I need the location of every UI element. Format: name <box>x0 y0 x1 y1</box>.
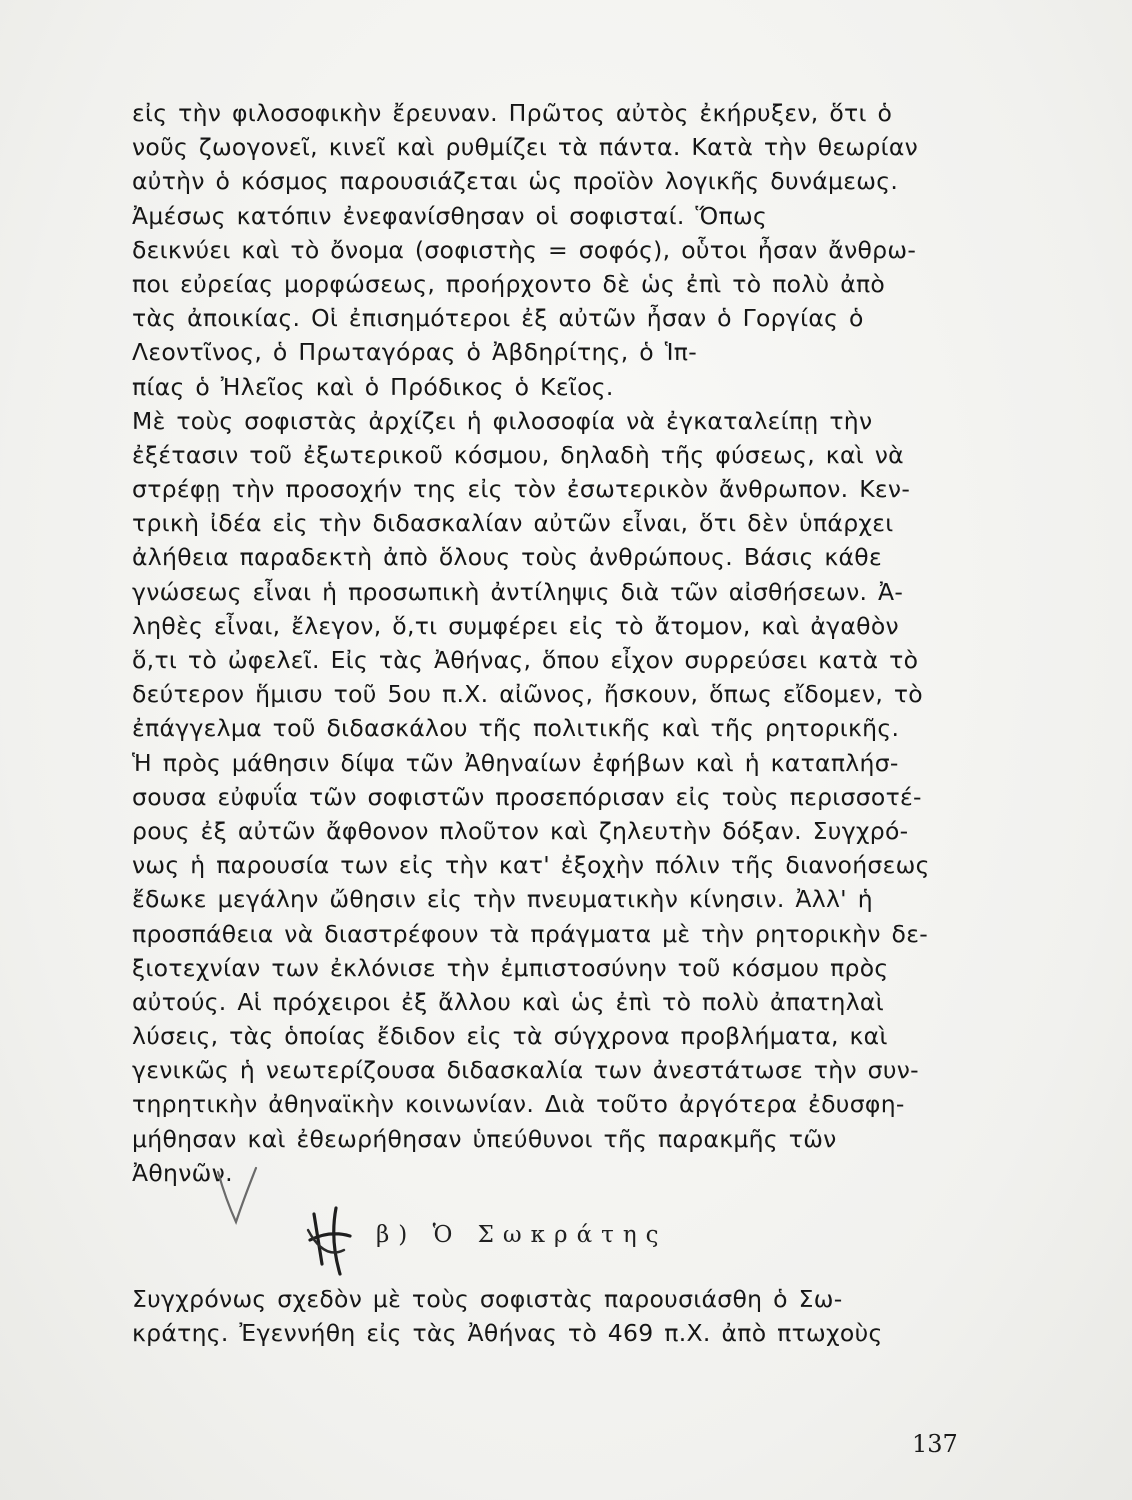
text-line: εἰς τὴν φιλοσοφικὴν ἔρευναν. Πρῶτος αὐτὸς ἐκήρυξεν, ὅτι ὁ <box>132 99 893 127</box>
text-line: αὐτούς. Αἱ πρόχειροι ἐξ ἄλλου καὶ ὡς ἐπὶ τὸ πολὺ ἀπατηλαὶ <box>132 987 884 1016</box>
text-line: ἐξέτασιν τοῦ ἐξωτερικοῦ κόσμου, δηλαδὴ τῆς φύσεως, καὶ νὰ <box>132 440 904 469</box>
text-line: τὰς ἀποικίας. Οἱ ἐπισημότεροι ἐξ αὐτῶν ἦσαν ὁ Γοργίας ὁ <box>132 304 864 333</box>
text-line: Συγχρόνως σχεδὸν μὲ τοὺς σοφιστὰς παρουσιάσθη ὁ Σω- <box>132 1285 843 1313</box>
text-line: Μὲ τοὺς σοφιστὰς ἀρχίζει ἡ φιλοσοφία νὰ ἐγκαταλείπῃ τὴν <box>132 406 873 435</box>
text-line: νοῦς ζωογονεῖ, κινεῖ καὶ ρυθμίζει τὰ πάντα. Κατὰ τὴν θεωρίαν <box>132 133 919 162</box>
closing-text <box>132 1282 962 1350</box>
text-line: δεικνύει καὶ τὸ ὄνομα (σοφιστὴς = σοφός), οὗτοι ἦσαν ἄνθρω- <box>132 235 917 264</box>
text-line: ξιοτεχνίαν των ἐκλόνισε τὴν ἐμπιστοσύνην τοῦ κόσμου πρὸς <box>132 953 889 982</box>
text-line: Ἀμέσως κατόπιν ἐνεφανίσθησαν οἱ σοφισταί. Ὅπως <box>132 201 768 230</box>
pencil-check-mark <box>212 1162 262 1232</box>
text-line: ἀλήθεια παραδεκτὴ ἀπὸ ὅλους τοὺς ἀνθρώπους. Βάσις κάθε <box>132 543 882 572</box>
text-line: ρους ἐξ αὐτῶν ἄφθονον πλοῦτον καὶ ζηλευτὴν δόξαν. Συγχρό- <box>132 816 909 845</box>
text-line: τηρητικὴν ἀθηναϊκὴν κοινωνίαν. Διὰ τοῦτο ἀργότερα ἐδυσφη- <box>132 1090 905 1119</box>
text-line: Λεοντῖνος, ὁ Πρωταγόρας ὁ Ἀβδηρίτης, ὁ Ἱπ- <box>132 338 698 367</box>
text-line: νως ἡ παρουσία των εἰς τὴν κατ' ἐξοχὴν πόλιν τῆς διανοήσεως <box>132 851 930 880</box>
text-line: ἐπάγγελμα τοῦ διδασκάλου τῆς πολιτικῆς καὶ τῆς ρητορικῆς. <box>132 714 900 743</box>
text-line: στρέφῃ τὴν προσοχήν της εἰς τὸν ἐσωτερικὸν ἄνθρωπον. Κεν- <box>132 475 911 504</box>
section-heading: β) Ὁ Σωκράτης <box>376 1222 668 1248</box>
text-line: ληθὲς εἶναι, ἔλεγον, ὅ,τι συμφέρει εἰς τὸ ἄτομον, καὶ ἀγαθὸν <box>132 611 899 640</box>
text-line: πίας ὁ Ἠλεῖος καὶ ὁ Πρόδικος ὁ Κεῖος. <box>132 372 614 401</box>
text-line: λύσεις, τὰς ὁποίας ἔδιδον εἰς τὰ σύγχρονα προβλήματα, καὶ <box>132 1022 888 1051</box>
text-line: ὅ,τι τὸ ὠφελεῖ. Εἰς τὰς Ἀθήνας, ὅπου εἶχον συρρεύσει κατὰ τὸ <box>132 646 919 674</box>
text-line: ἔδωκε μεγάλην ὤθησιν εἰς τὴν πνευματικὴν κίνησιν. Ἀλλ' ἡ <box>132 885 873 914</box>
text-line: Ἡ πρὸς μάθησιν δίψα τῶν Ἀθηναίων ἐφήβων καὶ ἡ καταπλήσ- <box>132 748 899 777</box>
text-line: ποι εὐρείας μορφώσεως, προήρχοντο δὲ ὡς ἐπὶ τὸ πολὺ ἀπὸ <box>132 269 886 298</box>
text-line: μήθησαν καὶ ἐθεωρήθησαν ὑπεύθυνοι τῆς παρακμῆς τῶν <box>132 1124 837 1153</box>
text-line: Ἀθηνῶν. <box>132 1158 233 1187</box>
text-line: σουσα εὐφυΐα τῶν σοφιστῶν προσεπόρισαν εἰς τοὺς περισσοτέ- <box>132 782 922 811</box>
text-line: γνώσεως εἶναι ἡ προσωπικὴ ἀντίληψις διὰ τῶν αἰσθήσεων. Ἀ- <box>132 577 904 606</box>
text-line: αὐτὴν ὁ κόσμος παρουσιάζεται ὡς προϊὸν λογικῆς δυνάμεως. <box>132 167 899 196</box>
pencil-scribble-mark <box>300 1200 360 1280</box>
page-number: 137 <box>912 1430 958 1458</box>
text-line: τρικὴ ἰδέα εἰς τὴν διδασκαλίαν αὐτῶν εἶναι, ὅτι δὲν ὑπάρχει <box>132 509 894 538</box>
text-line: δεύτερον ἥμισυ τοῦ 5ου π.Χ. αἰῶνος, ἤσκουν, ὅπως εἴδομεν, τὸ <box>132 680 923 709</box>
text-line: κράτης. Ἐγεννήθη εἰς τὰς Ἀθήνας τὸ 469 π.Χ. ἀπὸ πτωχοὺς <box>132 1319 883 1348</box>
body-text <box>132 96 962 1190</box>
text-line: προσπάθεια νὰ διαστρέφουν τὰ πράγματα μὲ τὴν ρητορικὴν δε- <box>132 919 929 948</box>
text-line: γενικῶς ἡ νεωτερίζουσα διδασκαλία των ἀνεστάτωσε τὴν συν- <box>132 1056 919 1085</box>
